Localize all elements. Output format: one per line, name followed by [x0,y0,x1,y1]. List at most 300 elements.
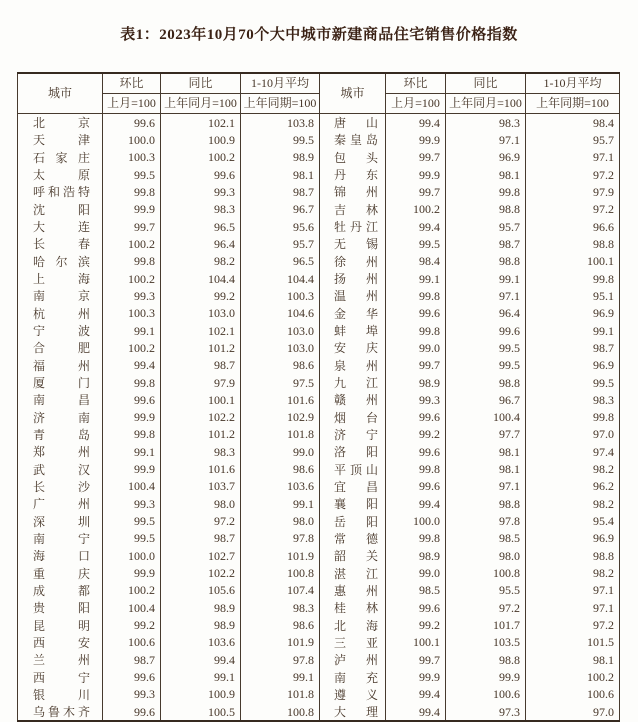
city-cell-right [320,201,386,218]
city-cell-left [18,287,103,304]
mom-value-left: 99.5 [103,166,161,183]
city-name: 合 肥 [33,341,90,356]
avg-value-left: 97.8 [241,530,320,547]
city-cell-left [18,651,103,668]
city-name: 深 圳 [33,514,90,529]
city-cell-left [18,218,103,235]
avg-value-right: 97.2 [526,166,620,183]
avg-value-right: 97.0 [526,703,620,721]
header-avg-right: 1-10月平均 [526,73,620,94]
city-name: 济 南 [33,410,90,425]
table-row [18,478,620,495]
avg-value-left: 100.3 [241,287,320,304]
avg-value-right: 97.1 [526,149,620,166]
mom-value-right: 99.9 [386,166,446,183]
city-name: 成 都 [33,584,90,599]
city-name: 襄 阳 [334,497,378,512]
mom-value-right: 98.9 [386,374,446,391]
avg-value-right: 101.5 [526,634,620,651]
city-cell-left [18,617,103,634]
mom-value-left: 99.2 [103,617,161,634]
mom-value-left: 100.4 [103,599,161,616]
city-cell-left [18,183,103,200]
city-cell-left [18,495,103,512]
city-cell-right [320,166,386,183]
mom-value-left: 99.9 [103,565,161,582]
mom-value-left: 99.9 [103,201,161,218]
city-name: 温 州 [334,289,378,304]
avg-value-right: 98.7 [526,339,620,356]
avg-value-right: 96.9 [526,530,620,547]
mom-value-left: 99.8 [103,426,161,443]
avg-value-left: 102.9 [241,409,320,426]
table-row [18,287,620,304]
mom-value-right: 98.4 [386,253,446,270]
mom-value-right: 100.2 [386,201,446,218]
city-name: 牡 丹 江 [334,220,378,235]
mom-value-right: 99.4 [386,114,446,132]
city-cell-left [18,131,103,148]
avg-value-left: 103.0 [241,339,320,356]
yoy-value-left: 100.5 [161,703,241,721]
yoy-value-left: 98.7 [161,530,241,547]
city-name: 南 昌 [33,393,90,408]
yoy-value-right: 100.8 [446,565,526,582]
yoy-value-left: 98.3 [161,443,241,460]
mom-value-left: 100.3 [103,305,161,322]
city-name: 宜 昌 [334,480,378,495]
city-name: 蚌 埠 [334,324,378,339]
mom-value-left: 100.2 [103,339,161,356]
avg-value-right: 98.1 [526,651,620,668]
city-name: 平 顶 山 [334,462,378,477]
avg-value-right: 95.1 [526,287,620,304]
city-name: 三 亚 [334,636,378,650]
mom-value-left: 100.2 [103,235,161,252]
city-name: 贵 阳 [33,601,90,616]
city-cell-right [320,599,386,616]
yoy-value-right: 98.8 [446,374,526,391]
city-name: 大 理 [334,705,378,720]
avg-value-left: 97.5 [241,374,320,391]
table-row [18,357,620,374]
avg-value-left: 99.1 [241,495,320,512]
yoy-value-left: 100.1 [161,391,241,408]
table-row [18,235,620,252]
city-name: 徐 州 [334,254,378,269]
mom-value-right: 99.3 [386,391,446,408]
header-avg-base-right: 上年同期=100 [526,94,620,114]
table-row [18,599,620,616]
avg-value-left: 99.0 [241,443,320,460]
city-name: 北 海 [334,618,378,633]
city-cell-right [320,235,386,252]
city-cell-right [320,634,386,651]
header-row-base [18,94,620,114]
avg-value-left: 98.6 [241,357,320,374]
city-cell-left [18,478,103,495]
mom-value-left: 99.3 [103,287,161,304]
avg-value-left: 98.1 [241,166,320,183]
table-row [18,530,620,547]
city-name: 湛 江 [334,566,378,581]
avg-value-right: 97.0 [526,426,620,443]
header-yoy-left: 同比 [161,73,241,94]
yoy-value-right: 98.8 [446,201,526,218]
city-cell-right [320,461,386,478]
mom-value-right: 99.8 [386,461,446,478]
yoy-value-left: 100.9 [161,686,241,703]
city-cell-left [18,270,103,287]
avg-value-right: 98.3 [526,391,620,408]
yoy-value-right: 95.5 [446,582,526,599]
city-cell-right [320,703,386,721]
header-avg-base-left: 上年同期=100 [241,94,320,114]
table-row [18,651,620,668]
mom-value-left: 99.4 [103,357,161,374]
city-name: 遵 义 [334,687,378,702]
mom-value-right: 99.7 [386,149,446,166]
avg-value-right: 96.6 [526,218,620,235]
city-name: 泸 州 [334,653,378,668]
city-name: 呼 和 浩 特 [33,185,90,200]
table-row [18,183,620,200]
table-row [18,166,620,183]
city-name: 安 庆 [334,341,378,356]
avg-value-right: 100.1 [526,253,620,270]
mom-value-right: 99.8 [386,287,446,304]
city-cell-left [18,461,103,478]
city-cell-left [18,253,103,270]
city-name: 沈 阳 [33,202,90,217]
city-cell-right [320,183,386,200]
city-name: 九 江 [334,376,378,391]
avg-value-left: 99.5 [241,131,320,148]
city-cell-left [18,513,103,530]
yoy-value-right: 98.1 [446,166,526,183]
city-cell-left [18,305,103,322]
mom-value-right: 99.7 [386,651,446,668]
header-city-right: 城市 [320,73,386,114]
header-mom-left: 环比 [103,73,161,94]
mom-value-right: 99.4 [386,218,446,235]
city-name: 赣 州 [334,393,378,408]
avg-value-left: 99.1 [241,669,320,686]
mom-value-right: 99.7 [386,183,446,200]
yoy-value-right: 98.7 [446,235,526,252]
yoy-value-right: 96.9 [446,149,526,166]
avg-value-right: 97.4 [526,443,620,460]
yoy-value-right: 95.7 [446,218,526,235]
mom-value-left: 99.3 [103,686,161,703]
city-cell-left [18,114,103,132]
avg-value-left: 107.4 [241,582,320,599]
yoy-value-left: 99.3 [161,183,241,200]
avg-value-right: 97.1 [526,582,620,599]
city-cell-right [320,617,386,634]
yoy-value-right: 99.6 [446,322,526,339]
city-name: 广 州 [33,497,90,512]
yoy-value-right: 98.8 [446,253,526,270]
avg-value-right: 98.8 [526,235,620,252]
table-row [18,565,620,582]
mom-value-left: 100.6 [103,634,161,651]
city-cell-right [320,391,386,408]
mom-value-left: 99.8 [103,374,161,391]
avg-value-left: 98.7 [241,183,320,200]
yoy-value-left: 103.6 [161,634,241,651]
mom-value-right: 99.9 [386,131,446,148]
city-cell-right [320,287,386,304]
city-name: 昆 明 [33,618,90,633]
city-cell-left [18,565,103,582]
avg-value-left: 101.9 [241,634,320,651]
city-cell-right [320,669,386,686]
yoy-value-right: 98.3 [446,114,526,132]
city-cell-right [320,131,386,148]
city-name: 青 岛 [33,428,90,443]
mom-value-left: 99.9 [103,409,161,426]
mom-value-left: 99.3 [103,495,161,512]
avg-value-right: 98.4 [526,114,620,132]
city-name: 洛 阳 [334,445,378,460]
table-row [18,218,620,235]
mom-value-right: 99.0 [386,565,446,582]
header-avg-left: 1-10月平均 [241,73,320,94]
city-cell-right [320,495,386,512]
avg-value-right: 98.2 [526,495,620,512]
table-row [18,513,620,530]
yoy-value-left: 100.2 [161,149,241,166]
table-row [18,322,620,339]
mom-value-left: 99.7 [103,218,161,235]
mom-value-left: 99.1 [103,443,161,460]
yoy-value-right: 99.5 [446,357,526,374]
yoy-value-right: 97.1 [446,131,526,148]
header-row-top [18,73,620,94]
city-cell-left [18,599,103,616]
city-cell-left [18,547,103,564]
yoy-value-right: 100.4 [446,409,526,426]
avg-value-right: 99.8 [526,409,620,426]
city-cell-right [320,478,386,495]
city-name: 济 宁 [334,428,378,443]
yoy-value-right: 97.1 [446,478,526,495]
avg-value-left: 103.6 [241,478,320,495]
city-cell-left [18,686,103,703]
header-mom-base-right: 上月=100 [386,94,446,114]
header-mom-base-left: 上月=100 [103,94,161,114]
city-cell-left [18,703,103,721]
mom-value-left: 100.0 [103,547,161,564]
avg-value-right: 96.9 [526,305,620,322]
table-row [18,391,620,408]
city-name: 岳 阳 [334,514,378,529]
city-cell-left [18,634,103,651]
table-body [18,114,620,722]
avg-value-right: 100.6 [526,686,620,703]
mom-value-right: 98.9 [386,547,446,564]
city-cell-right [320,149,386,166]
avg-value-right: 95.7 [526,131,620,148]
table-row [18,703,620,721]
mom-value-right: 100.1 [386,634,446,651]
city-name: 大 连 [33,220,90,235]
city-name: 北 京 [33,116,90,131]
yoy-value-right: 99.9 [446,669,526,686]
city-name: 杭 州 [33,306,90,321]
city-name: 长 春 [33,237,90,252]
mom-value-right: 98.5 [386,582,446,599]
mom-value-left: 99.5 [103,530,161,547]
city-name: 南 宁 [33,532,90,547]
city-cell-right [320,426,386,443]
city-name: 常 德 [334,532,378,547]
table-row [18,149,620,166]
mom-value-right: 99.6 [386,478,446,495]
avg-value-left: 96.5 [241,253,320,270]
mom-value-right: 99.8 [386,322,446,339]
city-cell-right [320,357,386,374]
table-row [18,495,620,512]
city-name: 武 汉 [33,462,90,477]
avg-value-left: 96.7 [241,201,320,218]
city-name: 西 宁 [33,670,90,685]
mom-value-left: 99.6 [103,669,161,686]
table-row [18,374,620,391]
mom-value-left: 99.6 [103,391,161,408]
yoy-value-right: 98.8 [446,651,526,668]
mom-value-right: 99.4 [386,686,446,703]
avg-value-left: 103.8 [241,114,320,132]
yoy-value-left: 102.2 [161,409,241,426]
yoy-value-right: 98.1 [446,461,526,478]
table-row [18,409,620,426]
avg-value-right: 97.1 [526,599,620,616]
table-row [18,461,620,478]
yoy-value-right: 98.1 [446,443,526,460]
city-name: 扬 州 [334,272,378,287]
city-name: 烟 台 [334,410,378,425]
table-row [18,686,620,703]
table-row [18,443,620,460]
table-row [18,253,620,270]
yoy-value-right: 97.1 [446,287,526,304]
yoy-value-left: 96.4 [161,235,241,252]
avg-value-left: 101.8 [241,686,320,703]
mom-value-left: 100.0 [103,131,161,148]
table-row [18,426,620,443]
yoy-value-left: 101.6 [161,461,241,478]
avg-value-right: 96.2 [526,478,620,495]
avg-value-right: 95.4 [526,513,620,530]
mom-value-right: 99.2 [386,426,446,443]
city-cell-left [18,669,103,686]
yoy-value-left: 98.9 [161,617,241,634]
table-row [18,669,620,686]
mom-value-left: 100.3 [103,149,161,166]
mom-value-right: 99.9 [386,669,446,686]
mom-value-right: 99.4 [386,703,446,721]
city-cell-right [320,218,386,235]
avg-value-right: 100.2 [526,669,620,686]
avg-value-left: 100.8 [241,565,320,582]
city-cell-right [320,565,386,582]
city-cell-right [320,305,386,322]
city-cell-right [320,443,386,460]
table-row [18,617,620,634]
yoy-value-left: 103.0 [161,305,241,322]
city-name: 哈 尔 滨 [33,254,90,269]
yoy-value-right: 99.8 [446,183,526,200]
header-yoy-base-right: 上年同月=100 [446,94,526,114]
city-cell-left [18,166,103,183]
yoy-value-left: 98.9 [161,599,241,616]
yoy-value-right: 96.4 [446,305,526,322]
city-name: 无 锡 [334,237,378,252]
city-cell-right [320,270,386,287]
yoy-value-right: 98.0 [446,547,526,564]
yoy-value-left: 102.1 [161,322,241,339]
city-name: 桂 林 [334,601,378,616]
city-name: 吉 林 [334,202,378,217]
yoy-value-right: 98.8 [446,495,526,512]
city-cell-right [320,253,386,270]
mom-value-left: 99.8 [103,253,161,270]
avg-value-right: 97.2 [526,201,620,218]
yoy-value-left: 98.3 [161,201,241,218]
city-name: 唐 山 [334,116,378,131]
avg-value-right: 96.9 [526,357,620,374]
yoy-value-left: 98.2 [161,253,241,270]
table-row [18,270,620,287]
yoy-value-right: 97.8 [446,513,526,530]
header-yoy-right: 同比 [446,73,526,94]
city-name: 秦 皇 岛 [334,133,378,148]
avg-value-left: 101.6 [241,391,320,408]
table-row [18,339,620,356]
city-name: 韶 关 [334,549,378,564]
avg-value-left: 104.6 [241,305,320,322]
yoy-value-right: 99.5 [446,339,526,356]
table-row [18,131,620,148]
avg-value-right: 98.8 [526,547,620,564]
city-name: 银 川 [33,687,90,702]
yoy-value-left: 99.6 [161,166,241,183]
city-cell-left [18,357,103,374]
city-cell-left [18,530,103,547]
avg-value-right: 97.9 [526,183,620,200]
city-name: 惠 州 [334,584,378,599]
city-name: 泉 州 [334,358,378,373]
avg-value-left: 98.3 [241,599,320,616]
yoy-value-left: 99.4 [161,651,241,668]
avg-value-right: 99.8 [526,270,620,287]
table-row [18,305,620,322]
city-cell-right [320,530,386,547]
city-name: 锦 州 [334,185,378,200]
header-mom-right: 环比 [386,73,446,94]
mom-value-left: 100.2 [103,582,161,599]
yoy-value-left: 98.0 [161,495,241,512]
yoy-value-right: 103.5 [446,634,526,651]
yoy-value-left: 104.4 [161,270,241,287]
yoy-value-left: 105.6 [161,582,241,599]
city-cell-left [18,322,103,339]
city-name: 重 庆 [33,566,90,581]
city-cell-right [320,547,386,564]
city-cell-right [320,374,386,391]
